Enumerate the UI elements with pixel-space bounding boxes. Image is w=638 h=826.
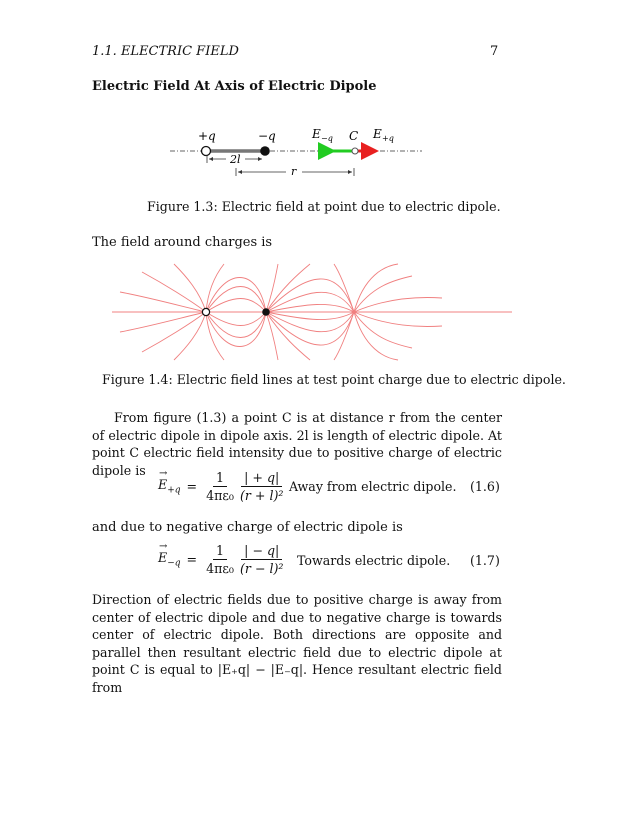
intro-text: The field around charges is <box>92 235 273 250</box>
eq-1-6-lhs: → $E_{+q}$ <box>158 468 181 496</box>
label-e-minus-q: E <box>312 127 321 141</box>
label-2l: 2l <box>230 153 241 166</box>
label-minus-q: −q <box>258 129 276 143</box>
positive-charge <box>202 147 211 156</box>
field-lines-group <box>112 264 512 360</box>
dipole-positive-charge <box>202 308 209 315</box>
label-plus-q: +q <box>198 129 216 143</box>
eq-1-7-fraction-1: $\frac{1}{\text{4πε₀}}$ <box>206 543 234 576</box>
label-e-minus-q-sub: −q <box>321 134 333 143</box>
eq-1-6-fraction-2: $\frac{| + q|}{\text{(r + l)²}}$ <box>239 470 284 503</box>
figure-1-3-caption: Figure 1.3: Electric field at point due to electric dipole. <box>147 199 501 214</box>
equation-1-7: → $E_{-q}$ = $\frac{1}{\text{4πε₀}}$ $\frac{| - q|}{\text{(r − l)²}}$ <box>158 543 286 576</box>
dipole-negative-charge <box>262 308 270 316</box>
figure-1-4-caption: Figure 1.4: Electric field lines at test point charge due to electric dipole. <box>102 372 566 387</box>
eq-1-7-number: (1.7) <box>470 553 500 568</box>
paragraph-2: Direction of electric fields due to positive charge is away from center of electric dipole and due to negative charge is towards center of electric dipole. Both directions are opposite and parallel then resultant electric field due to electric dipole at point C is equal to |E₊q| − |E₋q|. Hence resultant electric field from <box>92 592 502 695</box>
section-title: Electric Field At Axis of Electric Dipole <box>92 79 377 94</box>
label-r: r <box>291 165 297 178</box>
page-number: 7 <box>490 44 499 59</box>
label-point-c: C <box>349 129 359 143</box>
equation-1-6: → $E_{+q}$ = $\frac{1}{\text{4πε₀}}$ $\frac{| + q|}{\text{(r + l)²}}$ <box>158 470 286 503</box>
eq-1-7-note: Towards electric dipole. <box>297 553 451 568</box>
point-c-marker <box>352 148 358 154</box>
between-text: and due to negative charge of electric dipole is <box>92 520 403 535</box>
eq-1-6-fraction-1: $\frac{1}{\text{4πε₀}}$ <box>206 470 234 503</box>
running-header: 1.1. ELECTRIC FIELD <box>92 44 239 59</box>
figure-1-4-field-lines <box>112 262 512 362</box>
test-charge-point <box>352 310 356 314</box>
figure-1-3-dipole-diagram <box>160 120 430 184</box>
eq-1-7-fraction-2: $\frac{| - q|}{\text{(r − l)²}}$ <box>239 543 284 576</box>
label-e-plus-q-sub: +q <box>382 134 394 143</box>
eq-1-7-lhs: → $E_{-q}$ <box>158 541 181 569</box>
eq-1-6-number: (1.6) <box>470 479 500 494</box>
label-e-plus-q: E <box>373 127 382 141</box>
negative-charge <box>260 146 270 156</box>
paragraph-1: From figure (1.3) a point C is at distance r from the center of electric dipole in dipole axis. 2l is length of electric dipole. At point C electric field intensity due to positive charge of electric dipole is <box>92 410 502 478</box>
eq-1-6-note: Away from electric dipole. <box>289 479 457 494</box>
